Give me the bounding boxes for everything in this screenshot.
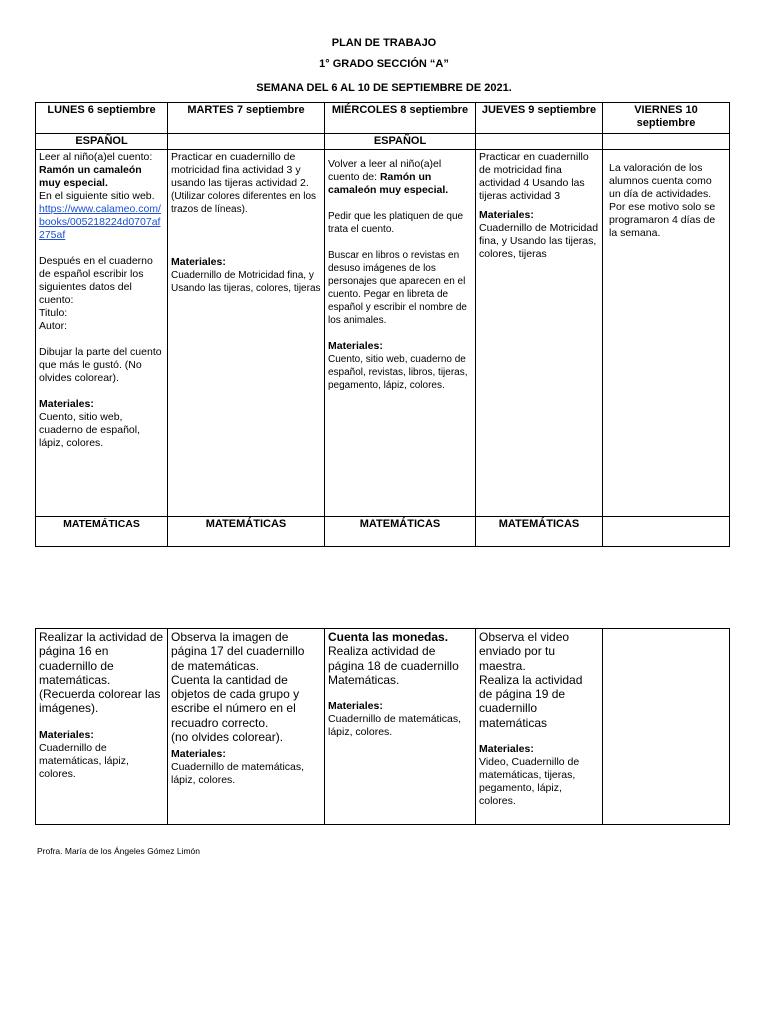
viernes-text: La valoración de los alumnos cuenta como un día de actividades. (609, 162, 712, 200)
martes-math-count: Cuenta la cantidad de objetos de cada grupo y escribe el número en el recuadro correcto. (171, 672, 300, 730)
doc-week: SEMANA DEL 6 AL 10 DE SEPTIEMBRE DE 2021. (256, 82, 512, 94)
schedule-table (35, 102, 730, 547)
empty-cell (476, 134, 603, 150)
jueves-math-video: Observa el video enviado por tu maestra. (479, 630, 570, 673)
materials-label: Materiales: (171, 748, 226, 761)
miercoles-math-title: Cuenta las monedas. (328, 630, 449, 644)
jueves-materials: Cuadernillo de Motricidad fina, y Usando las tijeras, colores, tijeras (479, 222, 599, 260)
day-header-martes: MARTES 7 septiembre (168, 103, 325, 134)
teacher-signature: Profra. María de los Ángeles Gómez Limón (37, 846, 200, 856)
martes-materials: Cuadernillo de Motricidad fina, y Usando las tijeras, colores, tijeras (171, 270, 321, 294)
materials-label: Materiales: (479, 743, 534, 756)
miercoles-retell: Pedir que les platiquen de que trata el cuento. (328, 211, 464, 235)
miercoles-read-text: Volver a leer al niño(a)el cuento de: (328, 158, 442, 183)
materials-label: Materiales: (171, 256, 226, 268)
jueves-practice: Practicar en cuadernillo de motricidad fina actividad 4 Usando las tijeras actividad 3 (479, 151, 589, 202)
cell-martes-espanol (168, 150, 325, 517)
subject-espanol: ESPAÑOL (36, 134, 168, 150)
subject-matematicas: MATEMÁTICAS (168, 517, 325, 547)
lunes-math-materials: Cuadernillo de matemáticas, lápiz, colores. (39, 741, 129, 780)
math-content-row (36, 629, 730, 825)
jueves-math-materials: Video, Cuadernillo de matemáticas, tijeras, pegamento, lápiz, colores. (479, 756, 580, 808)
days-row (36, 103, 730, 134)
matematicas-header-row (36, 517, 730, 547)
martes-math-observe: Observa la imagen de página 17 del cuadernillo de matemáticas. (171, 630, 305, 673)
lunes-write: Después en el cuaderno de español escribir los siguientes datos del cuento: (39, 255, 153, 306)
subject-matematicas: MATEMÁTICAS (36, 517, 168, 547)
cell-jueves-math (476, 629, 603, 825)
empty-cell (603, 517, 730, 547)
espanol-content-row (36, 150, 730, 517)
subject-matematicas: MATEMÁTICAS (325, 517, 476, 547)
miercoles-read (328, 158, 472, 197)
lunes-math-note: (Recuerda colorear las imágenes). (39, 687, 161, 716)
miercoles-search: Buscar en libros o revistas en desuso imágenes de los personajes que aparecen en el cuento. Pegar en libreta de español y escribir el nombre de los animales. (328, 250, 467, 326)
cell-lunes-espanol (36, 150, 168, 517)
martes-note: (Utilizar colores diferentes en los trazos de líneas). (171, 191, 317, 215)
day-header-miercoles: MIÉRCOLES 8 septiembre (325, 103, 476, 134)
lunes-title-label: Titulo: (39, 307, 68, 319)
day-header-lunes: LUNES 6 septiembre (36, 103, 168, 134)
math-table (35, 628, 730, 825)
materials-label: Materiales: (39, 398, 94, 410)
lunes-story: Ramón un camaleón muy especial. (39, 164, 142, 189)
lunes-draw: Dibujar la parte del cuento que más le gustó. (No olvides colorear). (39, 346, 162, 384)
cell-viernes (603, 150, 730, 517)
cell-jueves-espanol (476, 150, 603, 517)
subject-matematicas: MATEMÁTICAS (476, 517, 603, 547)
empty-cell (168, 134, 325, 150)
doc-grade: 1° GRADO SECCIÓN “A” (319, 58, 449, 70)
materials-label: Materiales: (328, 340, 383, 352)
lunes-author-label: Autor: (39, 320, 68, 332)
day-header-jueves: JUEVES 9 septiembre (476, 103, 603, 134)
doc-title: PLAN DE TRABAJO (331, 37, 437, 49)
empty-cell (603, 629, 730, 825)
miercoles-story: Ramón un camaleón muy especial. (328, 171, 449, 196)
calameo-link[interactable]: https://www.calameo.com/books/005218224d0707af275af (39, 203, 161, 241)
cell-miercoles-math (325, 629, 476, 825)
cell-martes-math (168, 629, 325, 825)
miercoles-materials: Cuento, sitio web, cuaderno de español, revistas, libros, tijeras, pegamento, lápiz, colores. (328, 354, 468, 391)
viernes-text2: Por ese motivo solo se programaron 4 días de la semana. (609, 201, 716, 239)
martes-math-materials: Cuadernillo de matemáticas, lápiz, colores. (171, 761, 305, 787)
cell-miercoles-espanol (325, 150, 476, 517)
martes-math-note: (no olvides colorear). (171, 730, 284, 745)
lunes-materials: Cuento, sitio web, cuaderno de español, lápiz, colores. (39, 411, 140, 449)
cell-lunes-math (36, 629, 168, 825)
lunes-math-activity: Realizar la actividad de página 16 en cuadernillo de matemáticas. (39, 630, 164, 687)
day-header-viernes: VIERNES 10 septiembre (603, 103, 730, 134)
espanol-header-row (36, 134, 730, 150)
martes-practice: Practicar en cuadernillo de motricidad fina actividad 3 y usando las tijeras actividad 2. (171, 151, 309, 189)
lunes-site: En el siguiente sitio web. (39, 190, 155, 202)
miercoles-math-materials: Cuadernillo de matemáticas, lápiz, colores. (328, 713, 462, 739)
miercoles-math-activity: Realiza actividad de página 18 de cuadernillo Matemáticas. (328, 644, 459, 687)
jueves-math-activity: Realiza la actividad de página 19 de cuadernillo matemáticas (479, 672, 583, 730)
empty-cell (603, 134, 730, 150)
materials-label: Materiales: (479, 209, 534, 221)
materials-label: Materiales: (328, 700, 383, 713)
materials-label: Materiales: (39, 728, 94, 741)
lunes-intro: Leer al niño(a)el cuento: (39, 151, 153, 163)
subject-espanol: ESPAÑOL (325, 134, 476, 150)
